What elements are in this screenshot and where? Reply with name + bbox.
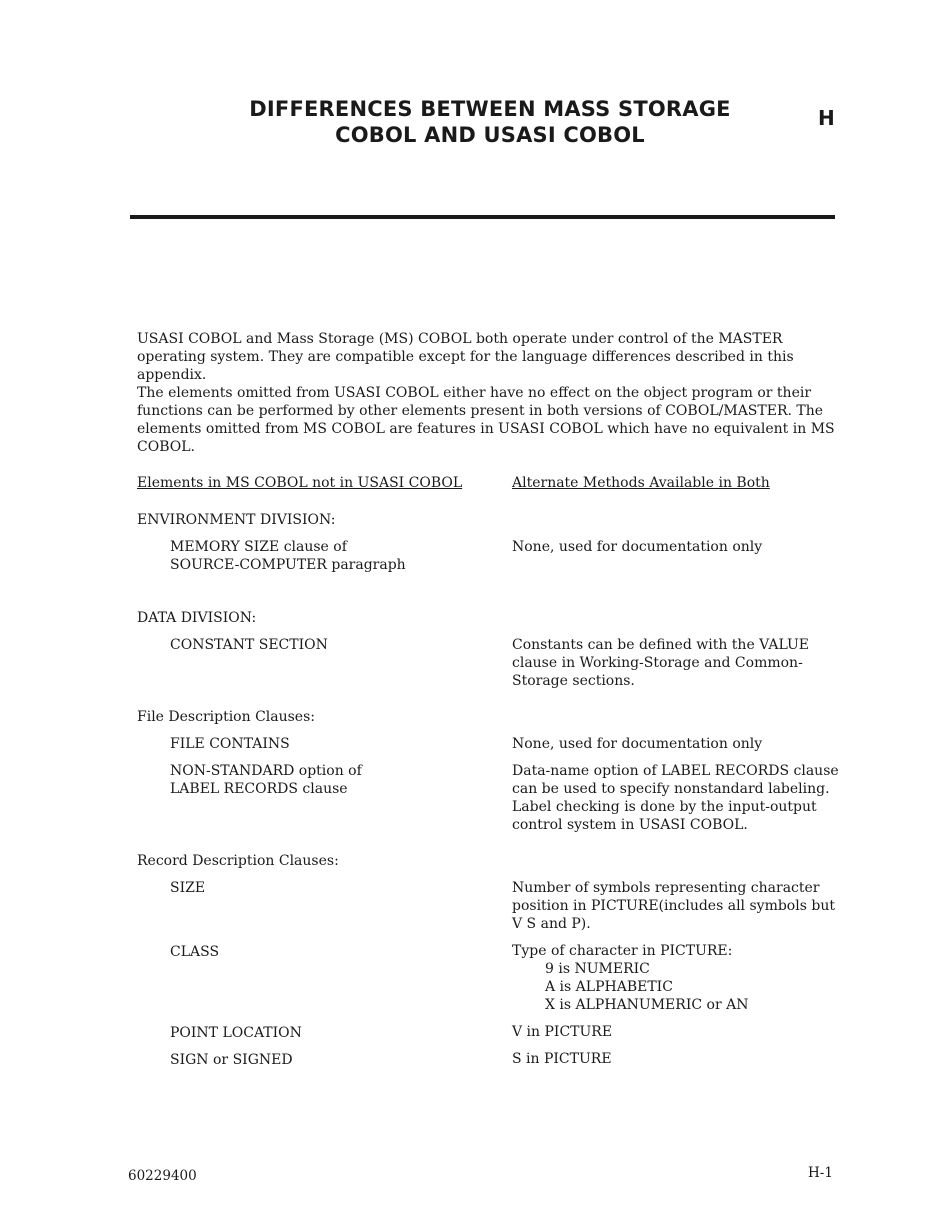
class-alternate-numeric: 9 is NUMERIC — [545, 961, 650, 977]
file-description-heading: File Description Clauses: — [137, 709, 315, 725]
class-item: CLASS — [170, 944, 220, 960]
nonstandard-alternate: Data-name option of LABEL RECORDS clause can be used to specify nonstandard labeling. Label checking is done by the input-output control system in USASI COBOL. — [512, 763, 839, 833]
title-line-1: DIFFERENCES BETWEEN MASS STORAGE — [249, 97, 731, 121]
point-location-alternate: V in PICTURE — [512, 1024, 613, 1040]
size-item: SIZE — [170, 880, 206, 896]
intro-paragraph-1: USASI COBOL and Mass Storage (MS) COBOL both operate under control of the MASTER operating system. They are compatible except for the language differences described in this appendix. — [137, 331, 794, 383]
memory-size-item-line-2: SOURCE-COMPUTER paragraph — [170, 557, 406, 573]
appendix-letter: H — [818, 106, 835, 130]
memory-size-item-line-1: MEMORY SIZE clause of — [170, 539, 347, 555]
constant-section-alternate: Constants can be defined with the VALUE clause in Working-Storage and Common-Storage sections. — [512, 637, 809, 689]
document-number: 60229400 — [128, 1168, 197, 1184]
size-alternate: Number of symbols representing character position in PICTURE(includes all symbols but V S and P). — [512, 880, 835, 932]
left-column-header: Elements in MS COBOL not in USASI COBOL — [137, 475, 463, 491]
page-number: H-1 — [808, 1165, 833, 1181]
record-description-heading: Record Description Clauses: — [137, 853, 339, 869]
right-column-header: Alternate Methods Available in Both — [512, 475, 770, 491]
constant-section-item: CONSTANT SECTION — [170, 637, 328, 653]
memory-size-alternate: None, used for documentation only — [512, 539, 763, 555]
sign-alternate: S in PICTURE — [512, 1051, 612, 1067]
data-division-heading: DATA DIVISION: — [137, 610, 257, 626]
nonstandard-item-line-2: LABEL RECORDS clause — [170, 781, 348, 797]
class-alternate-alphabetic: A is ALPHABETIC — [545, 979, 673, 995]
class-alternate-intro: Type of character in PICTURE: — [512, 943, 733, 959]
environment-division-heading: ENVIRONMENT DIVISION: — [137, 512, 336, 528]
class-alternate-alphanumeric: X is ALPHANUMERIC or AN — [545, 997, 749, 1013]
title-line-2: COBOL AND USASI COBOL — [335, 123, 645, 147]
header-rule — [130, 215, 835, 219]
nonstandard-item-line-1: NON-STANDARD option of — [170, 763, 362, 779]
file-contains-alternate: None, used for documentation only — [512, 736, 763, 752]
intro-paragraph-2: The elements omitted from USASI COBOL either have no effect on the object program or their functions can be performed by other elements present in both versions of COBOL/MASTER. The elements omitted from MS COBOL are features in USASI COBOL which have no equivalent in MS COBOL. — [137, 385, 835, 455]
point-location-item: POINT LOCATION — [170, 1025, 302, 1041]
page-title — [230, 96, 750, 148]
sign-item: SIGN or SIGNED — [170, 1052, 293, 1068]
file-contains-item: FILE CONTAINS — [170, 736, 290, 752]
